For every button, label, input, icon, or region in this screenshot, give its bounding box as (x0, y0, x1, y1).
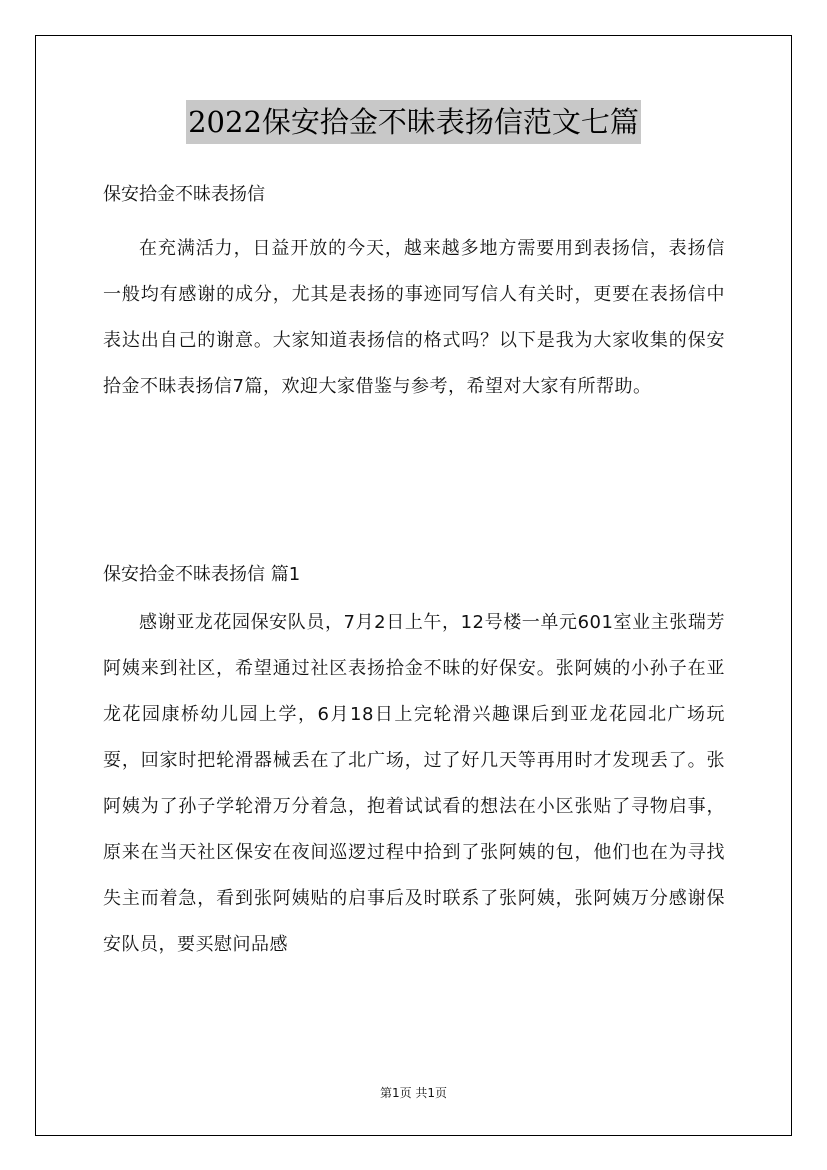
section-heading: 保安拾金不昧表扬信 (103, 184, 265, 205)
title-container (0, 100, 827, 144)
intro-paragraph: 在充满活力，日益开放的今天，越来越多地方需要用到表扬信，表扬信一般均有感谢的成分，尤其是表扬的事迹同写信人有关时，更要在表扬信中表达出自己的谢意。大家知道表扬信的格式吗？以下是我为大家收集的保安拾金不昧表扬信7篇，欢迎大家借鉴与参考，希望对大家有所帮助。 (103, 238, 725, 397)
article-heading: 保安拾金不昧表扬信 篇1 (103, 564, 301, 585)
page-footer: 第1页 共1页 (379, 1086, 448, 1100)
body-paragraph: 感谢亚龙花园保安队员，7月2日上午，12号楼一单元601室业主张瑞芳阿姨来到社区，希望通过社区表扬拾金不昧的好保安。张阿姨的小孙子在亚龙花园康桥幼儿园上学，6月18日上完轮滑兴趣课后到亚龙花园北广场玩耍，回家时把轮滑器械丢在了北广场，过了好几天等再用时才发现丢了。张阿姨为了孙子学轮滑万分着急，抱着试试看的想法在小区张贴了寻物启事，原来在当天社区保安在夜间巡逻过程中拾到了张阿姨的包，他们也在为寻找失主而着急，看到张阿姨贴的启事后及时联系了张阿姨，张阿姨万分感谢保安队员，要买慰问品感 (103, 612, 725, 955)
document-title: 2022保安拾金不昧表扬信范文七篇 (186, 100, 641, 144)
